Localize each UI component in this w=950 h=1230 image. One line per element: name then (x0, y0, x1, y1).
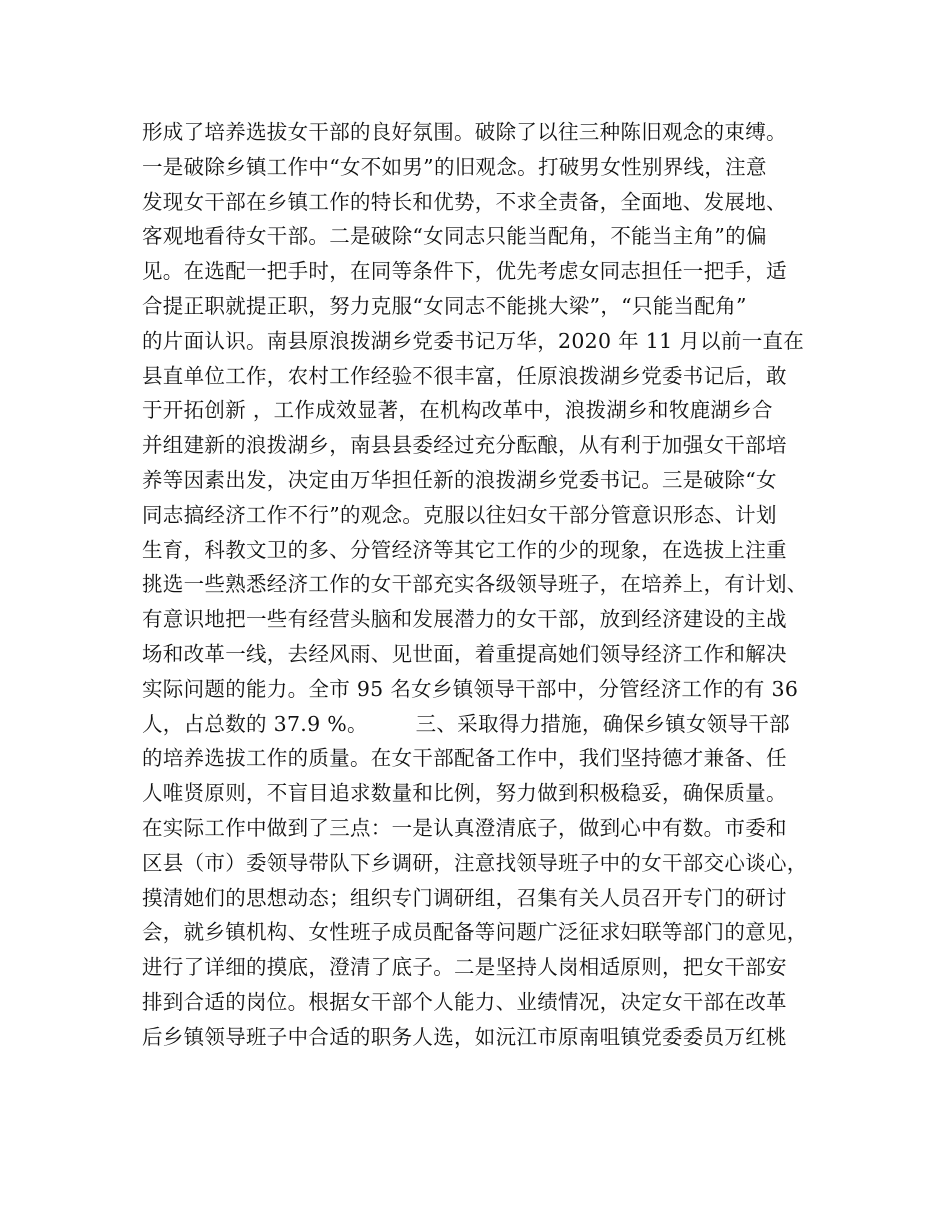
text-line: 进行了详细的摸底，澄清了底子。二是坚持人岗相适原则，把女干部安 (142, 955, 787, 980)
text-line: 摸清她们的思想动态；组织专门调研组，召集有关人员召开专门的研讨 (142, 885, 787, 910)
text-line: 客观地看待女干部。二是破除“女同志只能当配角，不能当主角”的偏 (142, 224, 767, 249)
text-line: 一是破除乡镇工作中“女不如男”的旧观念。打破男女性别界线，注意 (142, 154, 767, 179)
text-line: 有意识地把一些有经营头脑和发展潜力的女干部，放到经济建设的主战 (142, 607, 787, 632)
text-line: 的片面认识。南县原浪拨湖乡党委书记万华，2020 年 11 月以前一直在 (142, 328, 805, 353)
text-line: 于开拓创新 ，工作成效显著，在机构改革中，浪拨湖乡和牧鹿湖乡合 (142, 398, 773, 423)
text-line: 的培养选拔工作的质量。在女干部配备工作中，我们坚持德才兼备、任 (142, 746, 787, 771)
text-line: 实际问题的能力。全市 95 名女乡镇领导干部中，分管经济工作的有 36 (142, 676, 799, 701)
text-line: 人，占总数的 37.9 %。 三、采取得力措施，确保乡镇女领导干部 (142, 711, 790, 736)
text-line: 县直单位工作，农村工作经验不很丰富，任原浪拨湖乡党委书记后，敢 (142, 363, 787, 388)
text-line: 生育，科教文卫的多、分管经济等其它工作的少的现象，在选拔上注重 (142, 537, 787, 562)
text-line: 同志搞经济工作不行”的观念。克服以往妇女干部分管意识形态、计划 (142, 502, 777, 527)
text-line: 形成了培养选拔女干部的良好氛围。破除了以往三种陈旧观念的束缚。 (142, 120, 787, 144)
text-line: 并组建新的浪拨湖乡，南县县委经过充分酝酿，从有利于加强女干部培 (142, 433, 787, 458)
text-line: 合提正职就提正职，努力克服“女同志不能挑大梁”，“只能当配角” (142, 293, 747, 318)
text-line: 挑选一些熟悉经济工作的女干部充实各级领导班子，在培养上，有计划、 (142, 572, 808, 597)
text-line: 养等因素出发，决定由万华担任新的浪拨湖乡党委书记。三是破除“女 (142, 467, 777, 492)
text-line: 见。在选配一把手时，在同等条件下，优先考虑女同志担任一把手，适 (142, 259, 787, 284)
text-line: 人唯贤原则，不盲目追求数量和比例，努力做到积极稳妥，确保质量。 (142, 781, 787, 806)
text-line: 会，就乡镇机构、女性班子成员配备等问题广泛征求妇联等部门的意见， (142, 920, 808, 945)
text-line: 场和改革一线，去经风雨、见世面，着重提高她们领导经济工作和解决 (142, 641, 787, 666)
text-line: 排到合适的岗位。根据女干部个人能力、业绩情况，决定女干部在改革 (142, 989, 787, 1014)
body-text (142, 115, 832, 1055)
text-line: 区县（市）委领导带队下乡调研，注意找领导班子中的女干部交心谈心， (142, 850, 808, 875)
text-line: 在实际工作中做到了三点：一是认真澄清底子，做到心中有数。市委和 (142, 815, 787, 840)
text-line: 发现女干部在乡镇工作的特长和优势，不求全责备，全面地、发展地、 (142, 189, 787, 214)
text-line: 后乡镇领导班子中合适的职务人选，如沅江市原南咀镇党委委员万红桃 (142, 1024, 787, 1049)
